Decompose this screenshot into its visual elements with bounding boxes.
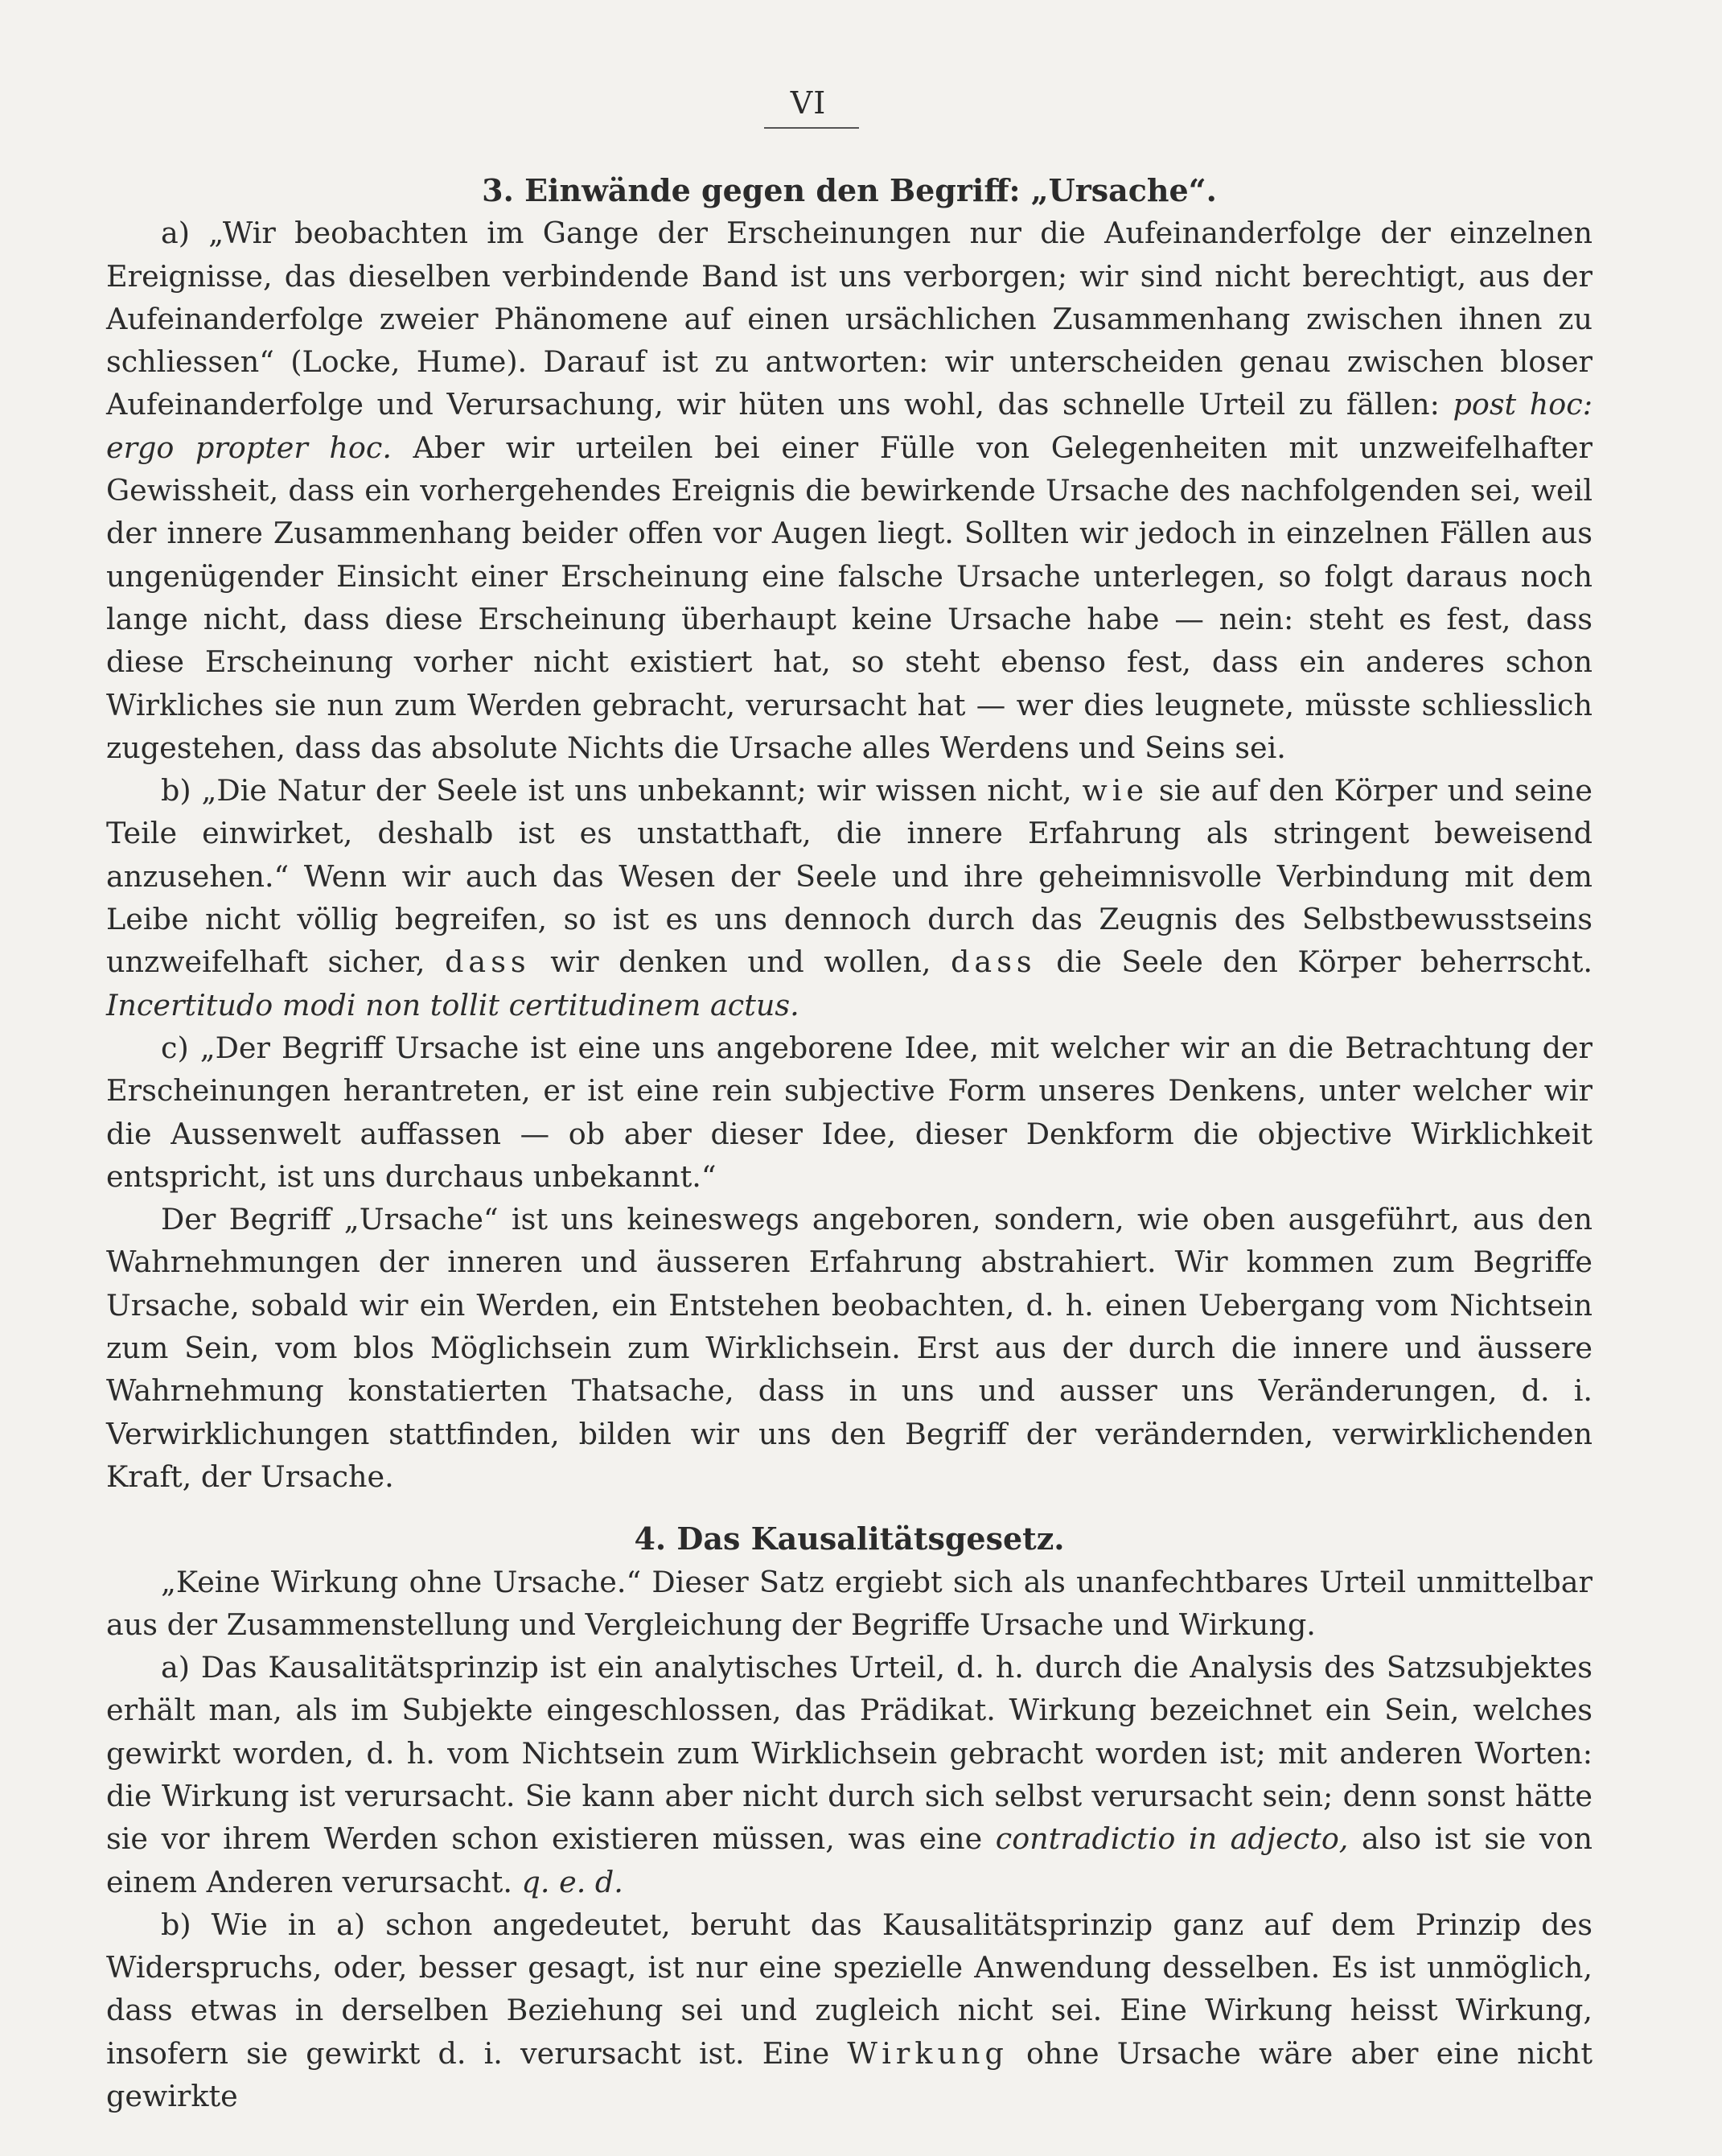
- text-run: b) „Die Natur der Seele ist uns unbekannt; wir wissen nicht,: [161, 773, 1083, 808]
- text-run: a) Das Kausalitätsprinzip ist ein analytisches Urteil, d. h. durch die Analysis des Satzsubjektes erhält man, als im Subjekte eingeschlossen, das Prädikat. Wirkung bezeichnet ein Sein, welches gewirkt worden, d. h. vom Nichtsein zum Wirklichsein gebracht worden ist; mit anderen Worten: die Wirkung ist verursacht. Sie kann aber nicht durch sich selbst verursacht sein; denn sonst hätte sie vor ihrem Werden schon existieren müssen, was eine: [106, 1650, 1593, 1857]
- emphasis-dass: dass: [951, 944, 1037, 980]
- section-3-heading: 3. Einwände gegen den Begriff: „Ursache“.: [482, 172, 1217, 208]
- text-run: also ist sie von einem Anderen verursacht.: [106, 1821, 1593, 1899]
- text-run: a) „Wir beobachten im Gange der Erscheinungen nur die Aufeinanderfolge der einzelnen Ereignisse, das dieselben verbindende Band ist uns verborgen; wir sind nicht berechtigt, aus der Aufeinanderfolge zweier Phänomene auf einen ursächlichen Zusammenhang zwischen ihnen zu schliessen“ (Locke, Hume). Darauf ist zu antworten: wir unterscheiden genau zwischen bloser Aufeinanderfolge und Verursachung, wir hüten uns wohl, das schnelle Urteil zu fällen:: [106, 216, 1593, 422]
- text-run: wir denken und wollen,: [530, 944, 951, 980]
- section-4-intro: „Keine Wirkung ohne Ursache.“ Dieser Satz ergiebt sich als unanfechtbares Urteil unmittelbar aus der Zusammenstellung und Vergleichung der Begriffe Ursache und Wirkung.: [106, 1564, 1593, 1642]
- text-run: b) Wie in a) schon angedeutet, beruht das Kausalitätsprinzip ganz auf dem Prinzip des Widerspruchs, oder, besser gesagt, ist nur eine spezielle Anwendung desselben. Es ist unmöglich, dass etwas in derselben Beziehung sei und zugleich nicht sei. Eine Wirkung heisst Wirkung, insofern sie gewirkt d. i. verursacht ist. Eine: [106, 1907, 1593, 2071]
- text-run: ohne Ursache wäre aber eine nicht gewirkte: [106, 2035, 1593, 2114]
- page-number-rule: [764, 127, 859, 129]
- section-3-paragraph-b: [106, 769, 1593, 1027]
- qed: q. e. d.: [521, 1864, 623, 1899]
- section-3-reply: Der Begriff „Ursache“ ist uns keineswegs angeboren, sondern, wie oben ausgeführt, aus den Wahrnehmungen der inneren und äusseren Erfahrung abstrahiert. Wir kommen zum Begriffe Ursache, sobald wir ein Werden, ein Entstehen beobachten, d. h. einen Uebergang vom Nichtsein zum Sein, vom blos Möglichsein zum Wirklichsein. Erst aus der durch die innere und äussere Wahrnehmung konstatierten Thatsache, dass in uns und ausser uns Veränderungen, d. i. Verwirklichungen stattfinden, bilden wir uns den Begriff der verändernden, verwirklichenden Kraft, der Ursache.: [106, 1202, 1593, 1494]
- emphasis-dass: dass: [445, 944, 531, 980]
- emphasis-wirkung: Wirkung: [847, 2035, 1009, 2071]
- text-run: Aber wir urteilen bei einer Fülle von Gelegenheiten mit unzweifelhafter Gewissheit, dass ein vorhergehendes Ereignis die bewirkende Ursache des nachfolgenden sei, weil der innere Zusammenhang beider offen vor Augen liegt. Sollten wir jedoch in einzelnen Fällen aus ungenügender Einsicht einer Erscheinung eine falsche Ursache unterlegen, so folgt daraus noch lange nicht, dass diese Erscheinung überhaupt keine Ursache habe — nein: steht es fest, dass diese Erscheinung vorher nicht existiert hat, so steht ebenso fest, dass ein anderes schon Wirkliches sie nun zum Werden gebracht, verursacht hat — wer dies leugnete, müsste schliesslich zugestehen, dass das absolute Nichts die Ursache alles Werdens und Seins sei.: [106, 430, 1593, 765]
- section-4-heading: 4. Das Kausalitätsgesetz.: [634, 1520, 1065, 1557]
- latin-phrase: Incertitudo modi non tollit certitudinem actus.: [106, 987, 799, 1022]
- latin-phrase: contradictio in adjecto,: [995, 1821, 1349, 1857]
- emphasis-wie: wie: [1082, 773, 1149, 808]
- latin-phrase: post hoc: ergo propter hoc.: [106, 387, 1593, 465]
- section-3-paragraph-a: [106, 212, 1593, 769]
- text-run: die Seele den Körper beherrscht.: [1036, 944, 1593, 980]
- section-4-paragraph-a: [106, 1646, 1593, 1903]
- text-run: sie auf den Körper und seine Teile einwirket, deshalb ist es unstatthaft, die innere Erfahrung als stringent beweisend anzusehen.“ Wenn wir auch das Wesen der Seele und ihre geheimnisvolle Verbindung mit dem Leibe nicht völlig begreifen, so ist es uns dennoch durch das Zeugnis des Selbstbewusstseins unzweifelhaft sicher,: [106, 773, 1593, 980]
- section-3-paragraph-c: c) „Der Begriff Ursache ist eine uns angeborene Idee, mit welcher wir an die Betrachtung der Erscheinungen herantreten, er ist eine rein subjective Form unseres Denkens, unter welcher wir die Aussenwelt auffassen — ob aber dieser Idee, dieser Denkform die objective Wirklichkeit entspricht, ist uns durchaus unbekannt.“: [106, 1030, 1593, 1194]
- page-body: [106, 169, 1593, 2117]
- page-number: VI: [790, 85, 827, 121]
- section-4-paragraph-b: [106, 1903, 1593, 2117]
